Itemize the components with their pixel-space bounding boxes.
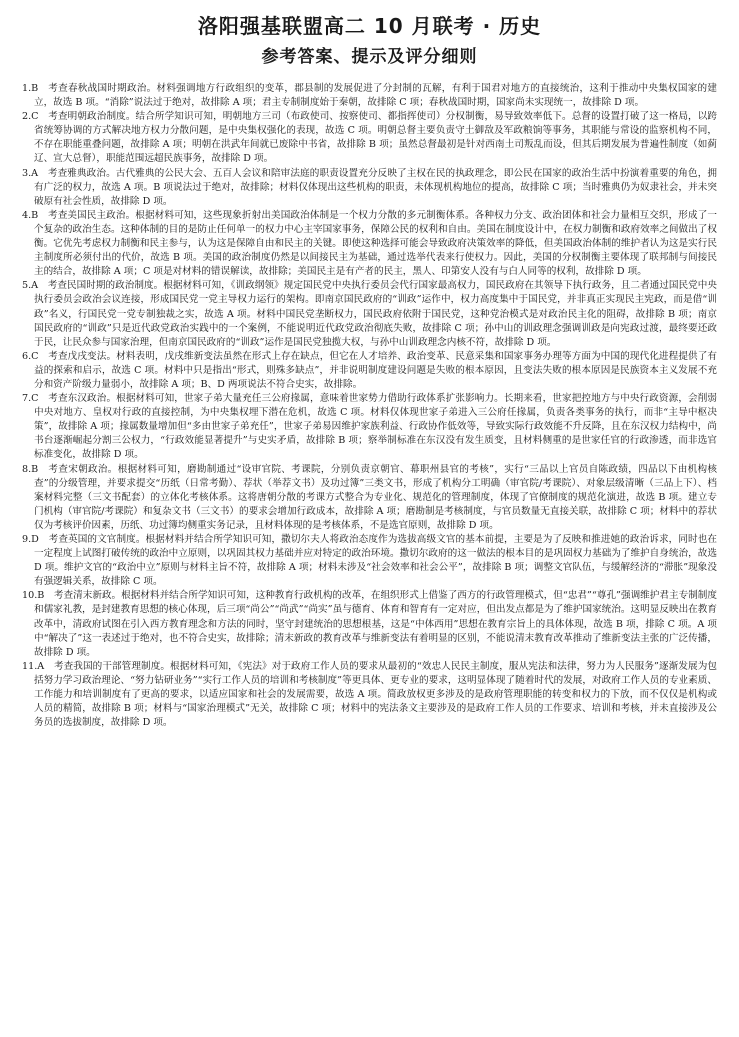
answer-text: D 考查英国的文官制度。根据材料并结合所学知识可知，撒切尔夫人将政治态度作为选拔高级文官的基本前提，主要是为了反映和推进她的政治诉求，同时也在一定程度上试图打破传统的政治中立原则，以巩固其权力基础并应对特定的政治环境。撒切尔政府的这一做法的根本目的是巩固权力基础为了维护自身统治，故选 D 项。维护文官的“政治中立”原则与材料主旨不符，故排除 A 项；材料未涉及“社会效率和社会公平”，故排除 B 项；调整文官队伍，与缓解经济的“滞胀”现象没有强逻辑关系，故排除 C 项。 <box>31 534 717 588</box>
answer-text: A 考查雅典政治。古代雅典的公民大会、五百人会议和陪审法庭的职责设置充分反映了主权在民的执政理念，即公民在国家的政治生活中扮演着重要的角色，拥有广泛的权力，故选 A 项。B 项说法过于绝对，故排除；材料仅体现出这些机构的职责，未体现机构地位的提高，故排除 C 项；当时雅典仍为奴隶社会，并未突破原有社会性质，故排除 D 项。 <box>31 167 717 207</box>
answer-number: 2. <box>22 111 32 123</box>
answer-item <box>22 660 717 730</box>
answer-text: C 考查戊戌变法。材料表明，戊戌维新变法虽然在形式上存在缺点，但它在人才培养、政治变革、民意采集和国家事务办理等方面为中国的现代化进程提供了有益的探索和启示，故选 C 项。材料中只是指出“形式，则殊多缺点”，并非说明制度建设问题是失败的根本原因，且变法失败的根本原因是民族资本主义发展不充分和资产阶级力量弱小，故排除 A 项；B、D 两项说法不符合史实，故排除。 <box>31 350 717 390</box>
answer-item <box>22 167 717 209</box>
answer-text: B 考查美国民主政治。根据材料可知，这些现象折射出美国政治体制是一个权力分散的多元制衡体系。各种权力分支、政治团体和社会力量相互交织，形成了一个复杂的政治生态。这种体制的目的是防止任何单一的权力中心主宰国家事务，保障公民的权利和自由。美国在制度设计中，在权力制衡和政府效率之间做出了权衡。它优先考虑权力制衡和民主参与，认为这是保障自由和民主的关键。即使这种选择可能会导致政府决策效率的降低，但美国政治体制的维护者认为这是实行民主制度所必须付出的代价，故选 B 项。美国的政治制度仍然是以间接民主为基础，通过选举代表来行使权力。因此，美国的分权制衡主要体现了联邦制与间接民主的结合，故排除 A 项；C 项是对材料的错误解读，故排除；美国民主是有产者的民主，黑人、印第安人没有与白人同等的权利，故排除 D 项。 <box>31 209 717 278</box>
page-subtitle: 参考答案、提示及评分细则 <box>261 47 478 67</box>
answer-list <box>22 82 717 730</box>
answer-number: 10. <box>22 590 38 602</box>
answer-number: 7. <box>22 393 32 405</box>
answer-item <box>22 533 717 589</box>
answer-item <box>22 82 717 110</box>
answer-number: 4. <box>22 209 32 221</box>
answer-item <box>22 589 717 659</box>
answer-text: A 考查民国时期的政治制度。根据材料可知，《训政纲领》规定国民党中央执行委员会代行国家最高权力，国民政府在其领导下执行政务，且二者通过国民党中央执行委员会政治会议连接，形成国民党一党主导权力运行的架构。即南京国民政府的“训政”运作中，权力高度集中于国民党，并非真正实现民主宪政，而是借“训政”名义，行国民党一党专制独裁之实，故选 A 项。材料中国民党垄断权力，国民政府依附于国民党，这种党治模式是对政治民主化的阻碍，故排除 B 项；南京国民政府的“训政”只是近代政党政治实践中的一个案例，不能说明近代政党政治彻底失败，故排除 C 项；孙中山的训政理念强调训政是向宪政过渡，最终要还政于民，让民众参与国家治理，但南京国民政府的“训政”运作是国民党独揽大权，与孙中山训政理念内核不符，故排除 D 项。 <box>31 280 717 348</box>
answer-number: 1. <box>22 83 32 94</box>
answer-text: B 考查春秋战国时期政治。材料强调地方行政组织的变革，郡县制的发展促进了分封制的瓦解，有利于国君对地方的直接统治，这利于推动中央集权国家的建立，故选 B 项。“消除”说法过于绝对，故排除 A 项；君主专制制度始于秦朝，故排除 C 项；春秋战国时期，国家尚未实现统一，故排除 D 项。 <box>31 83 717 109</box>
answer-item <box>22 463 717 533</box>
answer-item <box>22 110 717 166</box>
answer-number: 6. <box>22 350 32 362</box>
answer-text: B 考查宋朝政治。根据材料可知，磨勘制通过“设审官院、考课院，分别负责京朝官、幕职州县官的考核”，实行“三品以上官员自陈政绩，四品以下由机构核查”的分级管理，并要求提交“历纸（日常考勤）、荐状（举荐文书）及功过簿”三类文书，形成了机构分工明确（审官院/考课院）、对象层级清晰（三品上下）、档案材料完整（三文书配套）的立体化考核体系。这将唐朝分散的考课方式整合为专业化、规范化的管理制度，体现了官僚制度的规范化演进，故选 B 项。建立专门机构（审官院/考课院）和复杂文书（三文书）的要求会增加行政成本，故排除 A 项；磨勘制是考核制度，与官员数量无直接关联，故排除 C 项；材料中的荐状仅为考核评价因素，历纸、功过簿均侧重实务记录，且材料体现的是考核体系，不是选官原则，故排除 D 项。 <box>31 463 717 531</box>
answer-text: C 考查明朝政治制度。结合所学知识可知，明朝地方三司（布政使司、按察使司、都指挥使司）分权制衡，易导致效率低下。总督的设置打破了这一格局，以跨省统筹协调的方式解决地方权力分散问题，是中央集权强化的表现，故选 C 项。明朝总督主要负责守土御敌及军政粮饷等事务，其职能与常设的监察机构不同，不存在职能重叠问题，故排除 A 项；明朝在洪武年间就已废除中书省，故排除 B 项；虽然总督最初是针对西南土司叛乱而设，但其后期发展为普遍性制度（如蓟辽、宣大总督），职能范围远超民族事务，故排除 D 项。 <box>31 111 717 165</box>
answer-text: B 考查清末新政。根据材料并结合所学知识可知，这种教育行政机构的改革，在组织形式上借鉴了西方的行政管理模式，但“忠君”“尊孔”强调维护君主专制制度和儒家礼教，是封建教育思想的核心体现，后三项“尚公”“尚武”“尚实”虽与德育、体育和智育有一定对应，但出发点都是为了维护国家统治。这明显反映出在教育改革中，清政府试图在引入西方教育理念和方法的同时，坚守封建统治的思想根基，这是“中体西用”思想在教育宗旨上的具体体现，故选 B 项，排除 C 项。A 项中“解决了”这一表述过于绝对，也不符合史实，故排除；清末新政的教育改革与维新变法有着明显的区别，不能说清末教育改革推动了维新变法主张的广泛传播，故排除 D 项。 <box>34 590 717 658</box>
answer-number: 11. <box>22 660 38 672</box>
answer-item <box>22 350 717 392</box>
answer-number: 3. <box>22 167 32 179</box>
answer-text: A 考查我国的干部管理制度。根据材料可知，《宪法》对于政府工作人员的要求从最初的“效忠人民民主制度，服从宪法和法律，努力为人民服务”逐渐发展为包括努力学习政治理论、“努力钻研业务”“实行工作人员的培训和考核制度”等更具体、更专业的要求，这明显体现了随着时代的发展，对政府工作人员的专业素质、工作能力和培训制度有了更高的要求，以适应国家和社会的发展需要，故选 A 项。简政放权更多涉及的是政府管理职能的转变和权力的下放，而不仅仅是机构或人员的精简，故排除 B 项；材料与“国家治理模式”无关，故排除 C 项；材料中的宪法条文主要涉及的是政府工作人员的工作要求、培训和考核，并未直接涉及公务员的选拔制度，故排除 D 项。 <box>34 660 717 729</box>
answer-item <box>22 392 717 462</box>
page-title: 洛阳强基联盟高二 10 月联考 · 历史 <box>197 14 542 38</box>
answer-item <box>22 209 717 279</box>
answer-item <box>22 279 717 349</box>
answer-number: 9. <box>22 534 32 545</box>
answer-text: C 考查东汉政治。根据材料可知，世家子弟大量充任三公府掾属，意味着世家势力借助行政体系扩张影响力。长期来看，世家把控地方与中央行政资源，会削弱中央对地方、皇权对行政的直接控制，为中央集权埋下潜在危机，故选 C 项。材料仅体现世家子弟进入三公府任掾属，负责各类事务的执行，而非“主导中枢决策”，故排除 A 项；掾属数量增加但“多由世家子弟充任”，世家子弟易因维护家族利益、行政协作低效等，导致实际行政效能不升反降，且在东汉权力结构中，尚书台逐渐崛起分割三公权力，“行政效能显著提升”与史实矛盾，故排除 B 项；察举制标准在东汉没有发生质变，且材料侧重的是世家任官的行政渗透，而非选官标准变化，故排除 D 项。 <box>31 393 717 461</box>
answer-number: 5. <box>22 280 32 292</box>
answer-number: 8. <box>22 463 32 475</box>
